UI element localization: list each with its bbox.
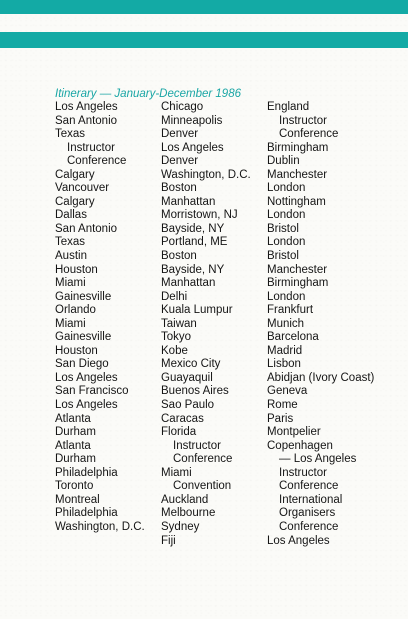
itinerary-location-item: — Los Angeles bbox=[279, 453, 357, 466]
itinerary-location-item: Instructor bbox=[279, 466, 327, 479]
itinerary-location-item: Mexico City bbox=[161, 358, 221, 371]
itinerary-location-item: Fiji bbox=[161, 534, 176, 547]
itinerary-location-item: Lisbon bbox=[267, 358, 301, 371]
itinerary-location-item: Conference bbox=[173, 453, 233, 466]
itinerary-location-item: Nottingham bbox=[267, 195, 326, 208]
itinerary-location-item: Convention bbox=[173, 480, 232, 493]
itinerary-location-item: Instructor bbox=[279, 114, 327, 127]
itinerary-location-item: Bayside, NY bbox=[161, 263, 225, 276]
itinerary-location-item: Texas bbox=[55, 236, 86, 249]
itinerary-location-item: Orlando bbox=[55, 304, 96, 317]
itinerary-location-item: Durham bbox=[55, 453, 96, 466]
itinerary-location-item: San Diego bbox=[55, 358, 109, 371]
itinerary-location-item: Sydney bbox=[161, 520, 200, 533]
itinerary-location-item: Miami bbox=[161, 466, 192, 479]
itinerary-location-item: Durham bbox=[55, 426, 96, 439]
itinerary-location-item: London bbox=[267, 290, 306, 303]
itinerary-location-item: Los Angeles bbox=[55, 371, 118, 384]
itinerary-location-item: Denver bbox=[161, 155, 199, 168]
itinerary-location-item: Atlanta bbox=[55, 439, 91, 452]
itinerary-location-item: Montreal bbox=[55, 493, 100, 506]
itinerary-location-item: Chicago bbox=[161, 101, 204, 113]
itinerary-location-item: Minneapolis bbox=[161, 114, 223, 127]
itinerary-location-item: Manchester bbox=[267, 263, 328, 276]
itinerary-location-item: Dallas bbox=[55, 209, 87, 222]
itinerary-location-item: London bbox=[267, 236, 306, 249]
itinerary-location-item: Sao Paulo bbox=[161, 399, 215, 412]
itinerary-location-item: San Antonio bbox=[55, 114, 118, 127]
itinerary-column-3 bbox=[267, 101, 397, 548]
itinerary-location-item: Manchester bbox=[267, 168, 328, 181]
itinerary-location-item: Florida bbox=[161, 426, 197, 439]
itinerary-location-item: Washington, D.C. bbox=[55, 520, 145, 533]
itinerary-location-item: Dublin bbox=[267, 155, 300, 168]
itinerary-location-item: Houston bbox=[55, 263, 98, 276]
itinerary-location-item: England bbox=[267, 101, 310, 113]
itinerary-location-item: Los Angeles bbox=[55, 101, 118, 113]
itinerary-location-item: London bbox=[267, 182, 306, 195]
second-teal-band bbox=[0, 32, 408, 48]
itinerary-location-item: Conference bbox=[67, 155, 127, 168]
itinerary-location-item: Conference bbox=[279, 480, 339, 493]
itinerary-location-item: Bayside, NY bbox=[161, 222, 225, 235]
itinerary-location-item: Birmingham bbox=[267, 277, 329, 290]
itinerary-location-item: Taiwan bbox=[161, 317, 197, 330]
itinerary-location-item: Organisers bbox=[279, 507, 336, 520]
itinerary-location-item: Abidjan (Ivory Coast) bbox=[267, 371, 375, 384]
itinerary-location-item: Houston bbox=[55, 344, 98, 357]
itinerary-location-item: Munich bbox=[267, 317, 305, 330]
itinerary-location-item: Barcelona bbox=[267, 331, 319, 344]
itinerary-location-item: London bbox=[267, 209, 306, 222]
itinerary-location-item: International bbox=[279, 493, 343, 506]
itinerary-location-item: Washington, D.C. bbox=[161, 168, 251, 181]
itinerary-location-item: Toronto bbox=[55, 480, 94, 493]
itinerary-location-item: Melbourne bbox=[161, 507, 216, 520]
itinerary-location-item: Vancouver bbox=[55, 182, 110, 195]
itinerary-location-item: Bristol bbox=[267, 222, 299, 235]
itinerary-location-item: Tokyo bbox=[161, 331, 192, 344]
itinerary-location-item: Copenhagen bbox=[267, 439, 333, 452]
itinerary-location-item: Austin bbox=[55, 250, 87, 263]
itinerary-location-item: Conference bbox=[279, 520, 339, 533]
itinerary-location-item: San Francisco bbox=[55, 385, 129, 398]
itinerary-location-item: Philadelphia bbox=[55, 466, 118, 479]
itinerary-location-item: Caracas bbox=[161, 412, 204, 425]
itinerary-column-1 bbox=[55, 101, 155, 535]
itinerary-location-item: Philadelphia bbox=[55, 507, 118, 520]
itinerary-location-item: Birmingham bbox=[267, 141, 329, 154]
itinerary-location-item: Delhi bbox=[161, 290, 188, 303]
itinerary-location-item: Buenos Aires bbox=[161, 385, 229, 398]
itinerary-location-item: San Antonio bbox=[55, 222, 118, 235]
itinerary-location-item: Gainesville bbox=[55, 331, 112, 344]
itinerary-location-item: Madrid bbox=[267, 344, 303, 357]
itinerary-title: Itinerary — January-December 1986 bbox=[55, 88, 241, 100]
itinerary-location-item: Instructor bbox=[173, 439, 221, 452]
itinerary-location-item: Calgary bbox=[55, 195, 95, 208]
itinerary-location-item: Bristol bbox=[267, 250, 299, 263]
itinerary-location-item: Portland, ME bbox=[161, 236, 228, 249]
itinerary-location-item: Los Angeles bbox=[161, 141, 224, 154]
itinerary-location-item: Kuala Lumpur bbox=[161, 304, 233, 317]
itinerary-location-item: Miami bbox=[55, 277, 86, 290]
itinerary-location-item: Guayaquil bbox=[161, 371, 213, 384]
itinerary-location-item: Boston bbox=[161, 250, 197, 263]
itinerary-location-item: Kobe bbox=[161, 344, 188, 357]
itinerary-location-item: Miami bbox=[55, 317, 86, 330]
itinerary-location-item: Geneva bbox=[267, 385, 308, 398]
itinerary-location-item: Texas bbox=[55, 128, 86, 141]
itinerary-location-item: Gainesville bbox=[55, 290, 112, 303]
itinerary-location-item: Conference bbox=[279, 128, 339, 141]
itinerary-location-item: Denver bbox=[161, 128, 199, 141]
itinerary-location-item: Frankfurt bbox=[267, 304, 314, 317]
itinerary-location-item: Instructor bbox=[67, 141, 115, 154]
itinerary-location-item: Manhattan bbox=[161, 195, 216, 208]
top-teal-band bbox=[0, 0, 408, 14]
itinerary-location-item: Manhattan bbox=[161, 277, 216, 290]
itinerary-location-item: Atlanta bbox=[55, 412, 91, 425]
itinerary-location-item: Montpelier bbox=[267, 426, 321, 439]
itinerary-location-item: Morristown, NJ bbox=[161, 209, 238, 222]
itinerary-column-2 bbox=[161, 101, 264, 548]
itinerary-location-item: Calgary bbox=[55, 168, 95, 181]
itinerary-location-item: Auckland bbox=[161, 493, 209, 506]
itinerary-location-item: Los Angeles bbox=[267, 534, 330, 547]
itinerary-location-item: Paris bbox=[267, 412, 294, 425]
itinerary-location-item: Boston bbox=[161, 182, 197, 195]
itinerary-location-item: Los Angeles bbox=[55, 399, 118, 412]
itinerary-location-item: Rome bbox=[267, 399, 298, 412]
